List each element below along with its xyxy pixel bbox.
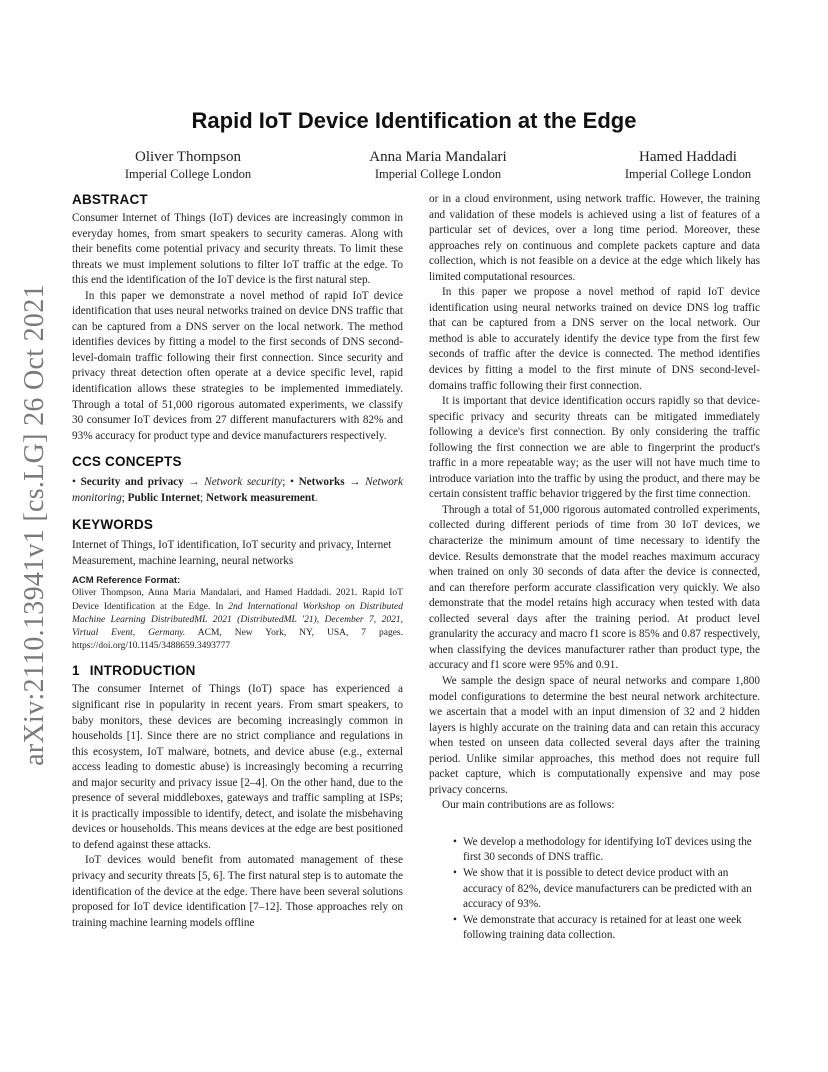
body-paragraph-1: In this paper we propose a novel method of rapid IoT device identification using neural networks trained on device DNS log traffic that can be captured from a DNS server on the local network. Our method is able to accurately identify the device type from the first few seconds of traffic after the device is connected. The method identifies devices by fitting a model to the first minute of DNS second-level-domains traffic following their first connection. [429,286,760,392]
intro-paragraph-1: The consumer Internet of Things (IoT) space has experienced a significant rise in popularity in recent years. From smart speakers, to baby monitors, these devices are becoming increasingly common in households [1]. Since there are no strict compliance and regulations in this ecosystem, IoT malware, botnets, and device abuse (e.g., external access leading to domestic abuse) is increasingly becoming a recurring and major security and privacy issue [2–4]. On the other hand, due to the presence of several middleboxes, gateways and traffic sampling at ISPs; it is practically impossible to identify, detect, and isolate the misbehaving devices or households. This means devices at the edge are best positioned to defend against these attacks. [72,683,403,851]
intro-paragraph-2: IoT devices would benefit from automated management of these privacy and security threats [5, 6]. The first natural step is to automate the identification of the device at the edge. There have been several solutions proposed for IoT device identification [7–12]. Those approaches rely on training machine learning models offline [72,854,403,929]
section-title: INTRODUCTION [89,663,196,679]
paper-title: Rapid IoT Device Identification at the Edge [191,108,637,133]
bullet: • [453,866,457,879]
abstract-paragraph-1: Consumer Internet of Things (IoT) devices are increasingly common in everyday homes, from smart speakers to security cameras. Along with their benefits come potential privacy and security threats. To limit these threats we must implement solutions to filter IoT traffic at the edge. To this end the identification of the IoT device is the first natural step. [72,212,403,287]
body-paragraph-2: It is important that device identification occurs rapidly so that device-specific privacy and security threats can be mitigated immediately following a device's first connection. By only considering the traffic following the first connection we are able to fingerprint the product's traffic in a more repeatable way; as the user will not have much time to introduce variation into the traffic by using the product, and there may be certain consistent traffic behavior triggered by the first time connection. [429,395,760,501]
ccs-bullet: • [290,476,294,489]
list-item-text: We show that it is possible to detect device product with an accuracy of 82%, device manufacturers can be predicted with an accuracy of 93%. [463,866,752,911]
author-affiliation: Imperial College London [124,167,252,181]
acm-reference-authors: Oliver Thompson, Anna Maria Mandalari, and Hamed Haddadi. 2021. Rapid IoT Device Identification at the Edge. In [72,588,403,612]
ccs-heading: CCS CONCEPTS [72,454,182,470]
introduction-heading [72,663,403,679]
author-affiliation: Imperial College London [374,167,502,181]
body-paragraph-3: Through a total of 51,000 rigorous automated controlled experiments, collected during different periods of time from 30 IoT devices, we characterize the minimum amount of time necessary to identify the device. Results demonstrate that the model reaches maximum accuracy when trained on only 30 seconds of data after the device is connected, and can therefore perform accurate classification very quickly. We also demonstrate that the model retains high accuracy when tested with data collected several days after the training period. At product level granularity the accuracy and macro f1 score is 85% and 0.87 respectively, when classifying the devices manufacturer rather than product type, the accuracy and f1 score were 95% and 0.91. [429,503,760,672]
body-paragraph-continued: or in a cloud environment, using network traffic. However, the training and validation of these models is achieved using a list of features of a particular set of devices, over a long time period. Moreover, these approaches rely on continuous and complete packets capture and data collection, which is not feasible on a device at the edge which likely has limited computational resources. [429,193,760,283]
ccs-subconcept-1: Network security [204,476,283,489]
author-affiliation: Imperial College London [624,167,752,181]
contributions-list [429,835,760,944]
ccs-concept-4: Network measurement [205,491,315,504]
list-item [429,835,760,866]
ccs-concepts-text [72,475,403,506]
ccs-arrow: → [188,476,200,489]
acm-reference-text [72,587,403,653]
abstract-heading: ABSTRACT [72,192,148,207]
bullet: • [453,913,457,926]
keywords-heading: KEYWORDS [72,517,154,533]
ccs-concept-1: Security and privacy [80,476,184,489]
author-1 [88,148,288,182]
keywords-text: Internet of Things, IoT identification, IoT security and privacy, Internet Measurement, machine learning, neural networks [72,539,392,567]
ccs-arrow: → [349,476,361,489]
contributions-intro: Our main contributions are as follows: [442,799,615,812]
author-name: Oliver Thompson [135,149,241,165]
abstract-paragraph-2: In this paper we demonstrate a novel method of rapid IoT device identification that uses neural networks trained on device DNS traffic that can be captured from a DNS server on the local network. The method identifies devices by fitting a model to the first seconds of DNS second-level-domain traffic following their first connection. Since security and privacy threat detection often operate at a device specific level, rapid identification allows these strategies to be implemented immediately. Through a total of 51,000 rigorous automated experiments, we classify 30 consumer IoT devices from 27 different manufacturers with 82% and 93% accuracy for product type and device manufacturers respectively. [72,289,403,442]
ccs-bullet: • [72,476,76,489]
bullet: • [453,835,457,848]
ccs-subconcept-2: Network monitoring [72,476,403,504]
acm-reference-publisher: ACM, New York, NY, USA, 7 pages. https://doi.org/10.1145/3488659.3493777 [72,628,403,652]
list-item [429,913,760,944]
acm-reference-heading: ACM Reference Format: [72,575,181,587]
arxiv-id-text: arXiv:2110.13941v1 [cs.LG] 26 Oct 2021 [19,284,50,766]
author-block [88,148,788,182]
ccs-separator: ; [200,491,204,504]
ccs-concept-2: Networks [298,476,345,489]
right-column [429,192,760,944]
list-item-text: We develop a methodology for identifying IoT devices using the first 30 seconds of DNS traffic. [463,835,752,864]
list-item-text: We demonstrate that accuracy is retained for at least one week following training data collection. [463,913,742,942]
list-item [429,866,760,913]
section-number: 1 [72,663,80,679]
ccs-separator: ; [282,476,286,489]
left-column [72,192,403,931]
author-name: Anna Maria Mandalari [369,149,507,165]
author-2 [338,148,538,182]
body-paragraph-4: We sample the design space of neural networks and compare 1,800 model configurations to determine the best neural network architecture. we ascertain that a model with an input dimension of 32 and 2 hidden layers is highly accurate on the training data and can retain this accuracy when tested on unseen data collected several days after the training period. Unlike similar approaches, this method does not require full packet capture, which is computationally expensive and may pose privacy concerns. [429,674,760,796]
ccs-concept-3: Public Internet [127,491,201,504]
acm-reference-venue: 2nd International Workshop on Distributed Machine Learning DistributedML 2021 (DistributedML '21), December 7, 2021, Virtual Event, Germany. [72,601,403,638]
author-name: Hamed Haddadi [639,149,737,165]
arxiv-side-identifier [14,284,56,766]
ccs-separator: ; [121,491,125,504]
author-3 [588,148,788,182]
ccs-end: . [314,491,318,504]
